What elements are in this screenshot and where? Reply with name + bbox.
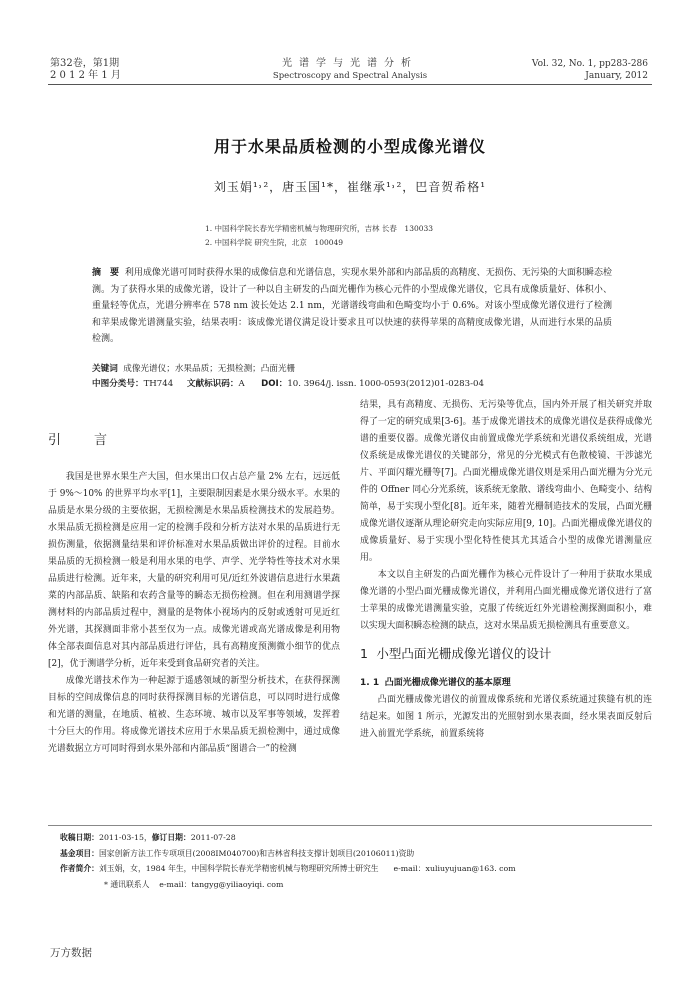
doi-value: 10. 3964/j. issn. 1000-0593(2012)01-0283-04 bbox=[287, 379, 484, 389]
section-1-paragraph-1: 凸面光栅成像光谱仪的前置成像系统和光谱仪系统通过狭缝有机的连结起来。如图 1 所示，光源发出的光照射到水果表面，经水果表面反射后进入前置光学系统，前置系统将 bbox=[360, 695, 652, 739]
watermark: 万方数据 bbox=[50, 947, 92, 959]
header-issue-en bbox=[532, 58, 648, 82]
affiliation-2: 2. 中国科学院 研究生院，北京 100049 bbox=[205, 238, 344, 247]
bio-label: 作者简介： bbox=[60, 864, 99, 873]
subsection-1-1-heading bbox=[360, 675, 652, 692]
section-1-number: 1 bbox=[360, 646, 368, 661]
header-date: 2 0 1 2 年 1 月 bbox=[50, 70, 121, 81]
footnote-bio bbox=[60, 861, 660, 877]
header-volume-en: Vol. 32, No. 1, pp283-286 bbox=[531, 59, 648, 69]
abstract bbox=[92, 265, 612, 348]
keywords-block bbox=[92, 362, 612, 392]
intro-paragraph-4: 本文以自主研发的凸面光栅作为核心元件设计了一种用于获取水果成像光谱的小型凸面光栅成像光谱仪，并利用凸面光栅成像光谱仪进行了富士苹果的成像光谱测量实验，克服了传统近红外光谱检测探测面积小，难以实现大面积瞬态检测的缺点，这对水果品质无损检测具有重要意义。 bbox=[360, 570, 652, 631]
section-1-title: 小型凸面光栅成像光谱仪的设计 bbox=[376, 646, 552, 661]
intro-paragraph-3: 结果，具有高精度、无损伤、无污染等优点，国内外开展了相关研究并取得了一定的研究成果[3-6]。基于成像光谱技术的成像光谱仪是获得成像光谱的重要仪器。成像光谱仪由前置成像光学系统和光谱仪系统组成，光谱仪系统是成像光谱仪的关键部分，常见的分光模式有色散棱镜、干涉滤光片、平面闪耀光栅等[7]。凸面光栅成像光谱仪则是采用凸面光栅为分光元件的 Offner 同心分光系统，该系统无象散、谱线弯曲小、色畸变小、结构简单，易于实现小型化[8]。近年来，随着光栅制造技术的发展，凸面光栅成像光谱仪逐渐从理论研究走向实际应用[9, 10]。凸面光栅成像光谱仪的成像质量好、易于实现小型化特性使其尤其适合小型的成像光谱测量应用。 bbox=[360, 400, 652, 563]
footnotes bbox=[60, 830, 660, 892]
journal-name-en: Spectroscopy and Spectral Analysis bbox=[272, 71, 428, 81]
revised-date: 2011-07-28 bbox=[190, 833, 236, 842]
footnote-fund bbox=[60, 846, 660, 862]
classification-line bbox=[92, 377, 612, 392]
header-journal bbox=[200, 58, 500, 82]
footnote-corresponding bbox=[60, 877, 660, 893]
intro-paragraph-1: 我国是世界水果生产大国，但水果出口仅占总产量 2% 左右，远远低于 9%～10% 的世界平均水平[1]，主要限制因素是水果分级水平。水果的品质是水果分级的主要依据，无损检测是水果品质检测技术的发展趋势。水果品质无损检测是应用一定的检测手段和分析方法对水果的品质进行无损伤测量，依据测量结果和评价标准对水果品质做出评价的过程。目前水果品质的无损检测一般是利用水果的电学、声学、光学特性等技术对水果品质进行检测。近年来，大量的研究利用可见/近红外波谱信息进行水果蔬菜的内部品质、缺陷和农药含量等的瞬态无损伤检测。但在利用测谱学探测材料的内部品质过程中，测量的是物体小视场内的反射或透射可见近红外光谱，其探测面非常小甚至仅为一点。成像光谱或高光谱成像是利用物体全部表面信息对其内部品质进行评估，具有高精度预测微小细节的优点[2]，优于测谱学分析，近年来受到食品研究者的关注。 bbox=[48, 472, 340, 669]
corresponding-label: * 通讯联系人 bbox=[104, 879, 150, 889]
affiliation-1: 1. 中国科学院长春光学精密机械与物理研究所，吉林 长春 130033 bbox=[205, 224, 434, 233]
fund-label: 基金项目： bbox=[60, 848, 99, 858]
section-1-heading bbox=[360, 645, 652, 665]
footnote-dates bbox=[60, 830, 660, 846]
header-issue bbox=[50, 58, 121, 82]
corresponding-email: e-mail：tangyg@yiliaoyiqi. com bbox=[159, 879, 284, 889]
author-email: e-mail：xuliuyujuan@163. com bbox=[393, 864, 516, 873]
bio-text: 刘玉娟，女，1984 年生，中国科学院长春光学精密机械与物理研究所博士研究生 bbox=[98, 864, 379, 873]
intro-heading: 引 言 bbox=[48, 433, 118, 448]
header-rule bbox=[48, 84, 652, 85]
right-column bbox=[360, 397, 652, 743]
received-date: 2011-03-15， bbox=[98, 833, 152, 842]
received-label: 收稿日期： bbox=[60, 833, 99, 842]
journal-name-zh: 光谱学与光谱分析 bbox=[282, 58, 418, 69]
doc-code-label: 文献标识码： bbox=[186, 379, 239, 389]
author-list: 刘玉娟¹˒²，唐玉国¹*，崔继承¹˒²，巴音贺希格¹ bbox=[213, 180, 487, 194]
header-date-en: January, 2012 bbox=[585, 71, 648, 81]
clc-label: 中图分类号： bbox=[92, 379, 144, 389]
subsection-1-1-title: 凸面光栅成像光谱仪的基本原理 bbox=[384, 678, 511, 688]
left-column bbox=[48, 432, 340, 758]
revised-label: 修订日期： bbox=[151, 833, 191, 842]
footnote-rule bbox=[48, 825, 652, 826]
header-volume: 第32卷，第1期 bbox=[50, 58, 120, 69]
abstract-text: 利用成像光谱可同时获得水果的成像信息和光谱信息，实现水果外部和内部品质的高精度、无损伤、无污染的大面积瞬态检测。为了获得水果的成像光谱，设计了一种以自主研发的凸面光栅作为核心元件的小型成像光谱仪，它具有成像质量好、体积小、重量轻等优点，光谱分辨率在 578 nm 波长处达 2.1 nm，光谱谱线弯曲和色畸变均小于 0.6%。对该小型成像光谱仪进行了检测和苹果成像光谱测量实验，结果表明：该成像光谱仪满足设计要求且可以快速的获得苹果的高精度成像光谱，从而进行水果的品质检测。 bbox=[92, 268, 612, 344]
doi-label: DOI： bbox=[261, 379, 288, 389]
keywords-line bbox=[92, 362, 612, 377]
doc-code-value: A bbox=[238, 379, 245, 389]
paper-title: 用于水果品质检测的小型成像光谱仪 bbox=[213, 137, 486, 156]
fund-text: 国家创新方法工作专项项目(2008IM040700)和吉林省科技支撑计划项目(20106011)资助 bbox=[98, 848, 415, 858]
subsection-1-1-number: 1. 1 bbox=[360, 678, 380, 688]
clc-value: TH744 bbox=[143, 379, 174, 389]
abstract-label: 摘 要 bbox=[92, 268, 120, 278]
keywords-text: 成像光谱仪；水果品质；无损检测；凸面光栅 bbox=[123, 364, 296, 374]
keywords-label: 关键词 bbox=[92, 364, 118, 374]
intro-paragraph-2: 成像光谱技术作为一种起源于遥感领域的新型分析技术，在获得探测目标的空间成像信息的同时获得探测目标的光谱信息，可以同时进行成像和光谱的测量，在地质、植被、生态环境、城市以及军事等领域，发挥着十分巨大的作用。将成像光谱技术应用于水果品质无损检测中，通过成像光谱数据立方可同时得到水果外部和内部品质“图谱合一”的检测 bbox=[48, 676, 340, 754]
affiliations bbox=[205, 222, 433, 250]
